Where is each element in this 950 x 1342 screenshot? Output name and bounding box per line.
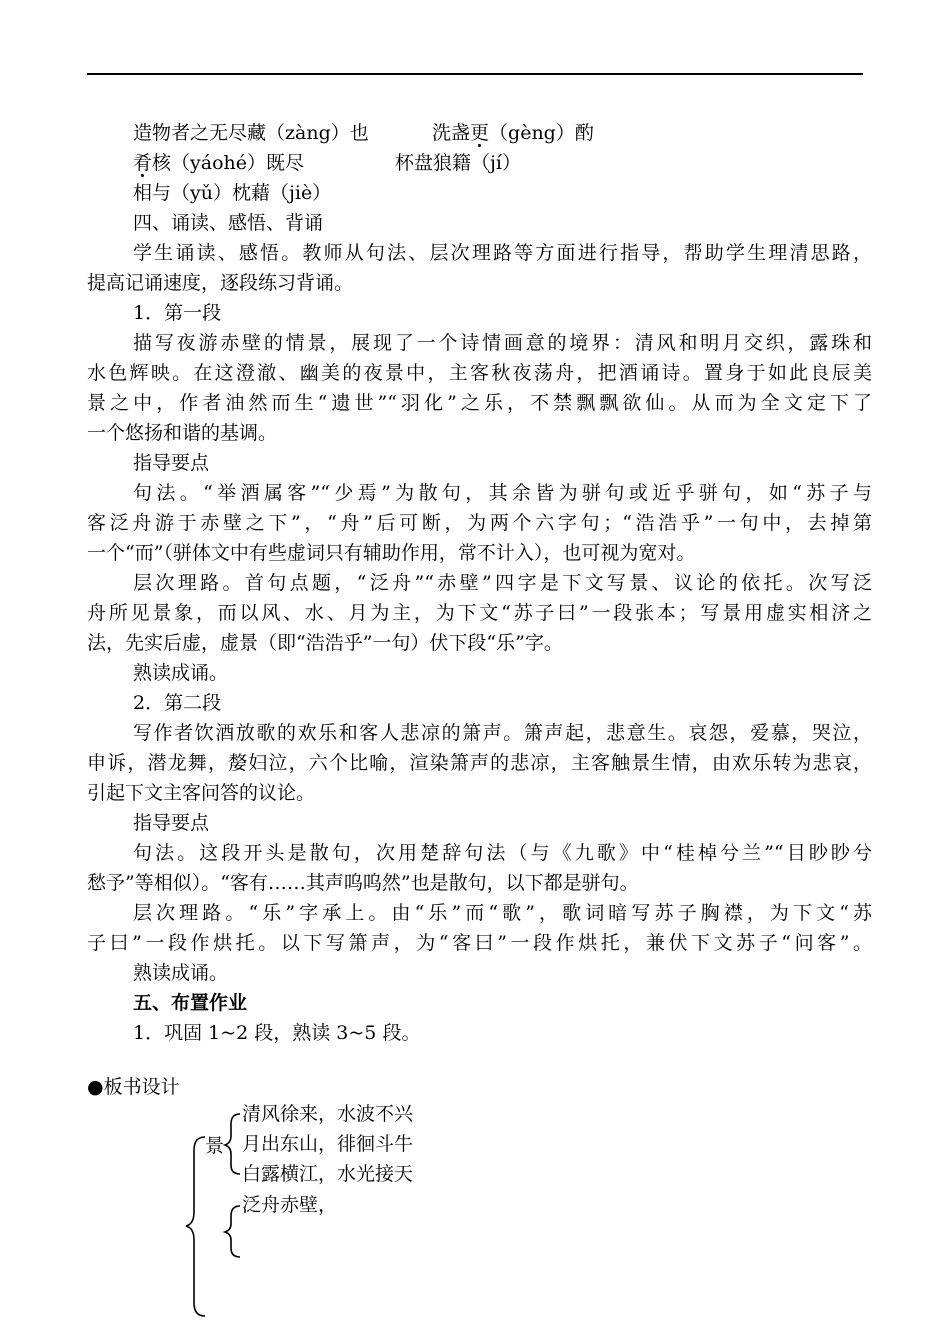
paragraph-line: 学生诵读、感悟。教师从句法、层次理路等方面进行指导，帮助学生理清思路， (133, 242, 872, 264)
board-label-jing: 景 (205, 1135, 225, 1157)
section-heading: 五、布置作业 (133, 992, 248, 1014)
paragraph-line: 句法。“举酒属客”“少焉”为散句，其余皆为骈句或近乎骈句，如“苏子与 (133, 482, 872, 504)
paragraph-line: 句法。这段开头是散句，次用楚辞句法（与《九歌》中“桂棹兮兰”“目眇眇兮 (133, 842, 872, 864)
paragraph-line: 层次理路。首句点题，“泛舟”“赤壁”四字是下文写景、议论的依托。次写泛 (133, 572, 872, 594)
paragraph-line: 愁予”等相似）。“客有……其声呜呜然”也是散句，以下都是骈句。 (87, 872, 639, 894)
paragraph-line: 子曰”一段作烘托。以下写箫声，为“客曰”一段作烘托，兼伏下文苏子“问客”。 (87, 932, 872, 954)
vocab-text: 核（yáohé）既尽 (152, 152, 304, 174)
paragraph-line: 舟所见景象，而以风、水、月为主，为下文“苏子曰”一段张本；写景用虚实相济之 (87, 602, 872, 624)
paragraph-line: 申诉，潜龙舞，嫠妇泣，六个比喻，渲染箫声的悲凉，主客触景生情，由欢乐转为悲哀， (87, 752, 872, 774)
paragraph-line: 一个悠扬和谐的基调。 (87, 422, 278, 444)
scene-brace (225, 1114, 240, 1174)
paragraph-line: 熟读成诵。 (133, 662, 229, 684)
paragraph-line: 层次理路。“乐”字承上。由“乐”而“歌”，歌词暗写苏子胸襟，为下文“苏 (133, 902, 872, 924)
outer-brace (186, 1137, 205, 1316)
vocab-text: 洗盏 (432, 122, 471, 144)
paragraph-line: 引起下文主客问答的议论。 (87, 782, 316, 804)
board-design-title: ●板书设计 (87, 1076, 180, 1098)
guide-heading: 指导要点 (133, 812, 210, 834)
homework-item: 1．巩固 1~2 段，熟读 3~5 段。 (133, 1022, 421, 1044)
emphasis-dot-char: 肴 (133, 152, 153, 174)
paragraph-line: 水色辉映。在这澄澈、幽美的夜景中，主客秋夜荡舟，把酒诵诗。置身于如此良辰美 (87, 362, 872, 384)
board-line: 清风徐来，水波不兴 (242, 1103, 414, 1125)
paragraph-line: 客泛舟游于赤壁之下”，“舟”后可断，为两个六字句；“浩浩乎”一句中，去掉第 (87, 512, 872, 534)
paragraph-line: 提高记诵速度，逐段练习背诵。 (87, 272, 354, 294)
part-title: 1．第一段 (133, 302, 222, 324)
paragraph-line: 一个“而”（骈体文中有些虚词只有辅助作用，常不计入），也可视为宽对。 (87, 542, 696, 564)
paragraph-line: 写作者饮酒放歌的欢乐和客人悲凉的箫声。箫声起，悲意生。哀怨，爱慕，哭泣， (133, 722, 872, 744)
board-line: 月出东山，徘徊斗牛 (242, 1133, 414, 1155)
vocab-row-3: 相与（yǔ）枕藉（jiè） (133, 182, 332, 204)
vocab-text: （gèng）酌 (489, 122, 594, 144)
section-heading: 四、诵读、感悟、背诵 (133, 212, 324, 234)
part-title: 2．第二段 (133, 692, 222, 714)
vocab-item: 造物者之无尽藏（zàng）也 (133, 122, 369, 144)
paragraph-line: 熟读成诵。 (133, 962, 229, 984)
paragraph-line: 描写夜游赤壁的情景，展现了一个诗情画意的境界：清风和明月交织，露珠和 (133, 332, 872, 354)
paragraph-line: 法，先实后虚，虚景（即“浩浩乎”一句）伏下段“乐”字。 (87, 632, 563, 654)
emphasis-dot-char: 更 (470, 122, 490, 144)
guide-heading: 指导要点 (133, 452, 210, 474)
boating-brace (225, 1206, 240, 1257)
board-line: 泛舟赤壁， (242, 1194, 338, 1216)
vocab-item: 杯盘狼籍（jí） (395, 152, 521, 174)
paragraph-line: 景之中，作者油然而生“遗世”“羽化”之乐，不禁飘飘欲仙。从而为全文定下了 (87, 392, 872, 414)
board-line: 白露横江，水光接天 (242, 1163, 414, 1185)
